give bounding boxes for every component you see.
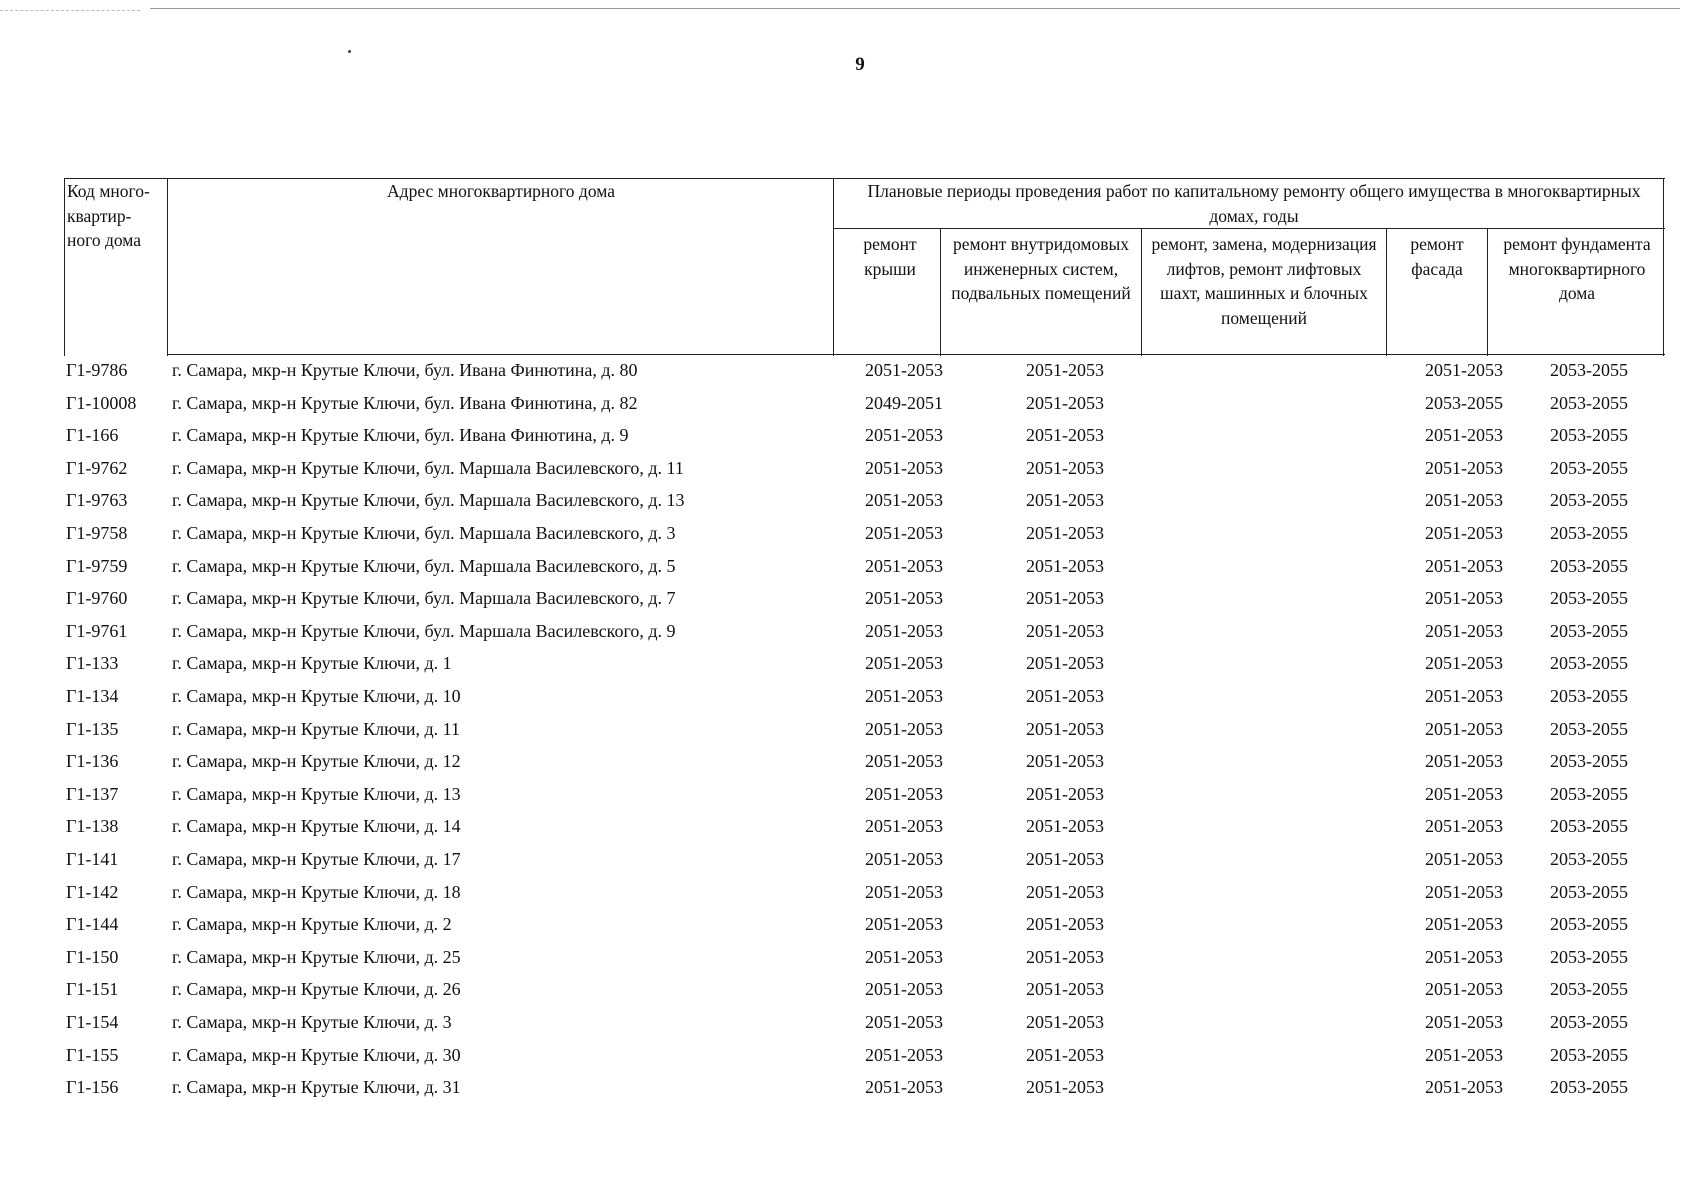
cell-foundation: 2053-2055 <box>1550 946 1628 967</box>
table-row <box>64 486 1665 518</box>
table-row <box>64 1008 1665 1040</box>
cell-address: г. Самара, мкр-н Крутые Ключи, д. 3 <box>172 1012 452 1032</box>
cell-code: Г1-144 <box>66 914 119 935</box>
header-vline <box>1487 228 1488 356</box>
cell-facade: 2051-2053 <box>1425 360 1503 380</box>
table-row <box>64 845 1665 877</box>
scan-edge-line <box>150 8 1680 9</box>
cell-code: Г1-155 <box>66 1044 119 1065</box>
header-vline <box>1141 228 1142 356</box>
cell-address: г. Самара, мкр-н Крутые Ключи, д. 17 <box>172 849 461 869</box>
cell-address: г. Самара, мкр-н Крутые Ключи, бул. Маршала Василевского, д. 7 <box>172 588 676 609</box>
cell-code: Г1-10008 <box>66 392 137 413</box>
cell-code: Г1-151 <box>66 979 119 1000</box>
table-row <box>64 649 1665 681</box>
cell-roof: 2051-2053 <box>865 1012 943 1032</box>
cell-address: г. Самара, мкр-н Крутые Ключи, бул. Ивана Финютина, д. 82 <box>172 392 638 413</box>
cell-address: г. Самара, мкр-н Крутые Ключи, д. 18 <box>172 881 461 902</box>
scan-speck <box>348 50 351 53</box>
cell-code: Г1-9786 <box>66 360 128 380</box>
cell-facade: 2051-2053 <box>1425 490 1503 511</box>
table-row <box>64 454 1665 486</box>
cell-foundation: 2053-2055 <box>1550 849 1628 869</box>
cell-code: Г1-138 <box>66 816 119 837</box>
cell-foundation: 2053-2055 <box>1550 686 1628 706</box>
cell-facade: 2053-2055 <box>1425 392 1503 413</box>
cell-engineering: 2051-2053 <box>1026 914 1104 935</box>
cell-address: г. Самара, мкр-н Крутые Ключи, бул. Ивана Финютина, д. 80 <box>172 360 638 380</box>
cell-roof: 2051-2053 <box>865 653 943 674</box>
cell-foundation: 2053-2055 <box>1550 914 1628 935</box>
cell-facade: 2051-2053 <box>1425 686 1503 706</box>
table-row <box>64 975 1665 1007</box>
cell-facade: 2051-2053 <box>1425 523 1503 543</box>
cell-roof: 2051-2053 <box>865 718 943 739</box>
cell-facade: 2051-2053 <box>1425 979 1503 1000</box>
header-foundation: ремонт фундамента многоквартирного дома <box>1503 234 1651 303</box>
cell-facade: 2051-2053 <box>1425 881 1503 902</box>
cell-code: Г1-9762 <box>66 457 128 478</box>
cell-engineering: 2051-2053 <box>1026 783 1104 804</box>
cell-roof: 2051-2053 <box>865 979 943 1000</box>
cell-code: Г1-9760 <box>66 588 128 609</box>
cell-engineering: 2051-2053 <box>1026 653 1104 674</box>
cell-foundation: 2053-2055 <box>1550 881 1628 902</box>
cell-foundation: 2053-2055 <box>1550 457 1628 478</box>
cell-address: г. Самара, мкр-н Крутые Ключи, д. 25 <box>172 946 461 967</box>
cell-roof: 2051-2053 <box>865 457 943 478</box>
header-lifts: ремонт, замена, модернизация лифтов, ремонт лифтовых шахт, машинных и блочных помещений <box>1151 234 1377 328</box>
cell-foundation: 2053-2055 <box>1550 1012 1628 1032</box>
cell-engineering: 2051-2053 <box>1026 1012 1104 1032</box>
cell-engineering: 2051-2053 <box>1026 425 1104 446</box>
cell-address: г. Самара, мкр-н Крутые Ключи, бул. Ивана Финютина, д. 9 <box>172 425 629 446</box>
cell-code: Г1-134 <box>66 686 119 706</box>
cell-engineering: 2051-2053 <box>1026 490 1104 511</box>
page-number: 9 <box>855 54 865 75</box>
cell-roof: 2051-2053 <box>865 849 943 869</box>
cell-facade: 2051-2053 <box>1425 588 1503 609</box>
cell-facade: 2051-2053 <box>1425 816 1503 837</box>
header-bottom-border <box>167 354 1665 355</box>
cell-engineering: 2051-2053 <box>1026 1077 1104 1098</box>
cell-engineering: 2051-2053 <box>1026 946 1104 967</box>
cell-roof: 2051-2053 <box>865 881 943 902</box>
cell-facade: 2051-2053 <box>1425 653 1503 674</box>
cell-code: Г1-136 <box>66 751 119 772</box>
cell-address: г. Самара, мкр-н Крутые Ключи, д. 26 <box>172 979 461 1000</box>
cell-facade: 2051-2053 <box>1425 946 1503 967</box>
header-address: Адрес многоквартирного дома <box>387 181 615 201</box>
cell-foundation: 2053-2055 <box>1550 979 1628 1000</box>
cell-address: г. Самара, мкр-н Крутые Ключи, д. 13 <box>172 783 461 804</box>
cell-foundation: 2053-2055 <box>1550 360 1628 380</box>
cell-address: г. Самара, мкр-н Крутые Ключи, бул. Маршала Василевского, д. 13 <box>172 490 685 511</box>
header-engineering: ремонт внутридомовых инженерных систем, подвальных помещений <box>951 234 1131 303</box>
cell-roof: 2051-2053 <box>865 1077 943 1098</box>
cell-roof: 2051-2053 <box>865 523 943 543</box>
cell-engineering: 2051-2053 <box>1026 1044 1104 1065</box>
cell-code: Г1-141 <box>66 849 119 869</box>
cell-address: г. Самара, мкр-н Крутые Ключи, бул. Маршала Василевского, д. 5 <box>172 555 676 576</box>
cell-foundation: 2053-2055 <box>1550 588 1628 609</box>
cell-code: Г1-142 <box>66 881 119 902</box>
header-vline <box>833 178 834 356</box>
table-row <box>64 421 1665 453</box>
cell-address: г. Самара, мкр-н Крутые Ключи, д. 1 <box>172 653 452 674</box>
cell-code: Г1-9758 <box>66 523 128 543</box>
cell-facade: 2051-2053 <box>1425 718 1503 739</box>
table-row <box>64 584 1665 616</box>
cell-foundation: 2053-2055 <box>1550 751 1628 772</box>
cell-facade: 2051-2053 <box>1425 1044 1503 1065</box>
cell-code: Г1-135 <box>66 718 119 739</box>
table-row <box>64 1041 1665 1073</box>
table-row <box>64 519 1665 551</box>
cell-roof: 2051-2053 <box>865 946 943 967</box>
cell-facade: 2051-2053 <box>1425 751 1503 772</box>
cell-engineering: 2051-2053 <box>1026 751 1104 772</box>
header-roof: ремонт крыши <box>863 234 917 279</box>
cell-roof: 2051-2053 <box>865 588 943 609</box>
cell-roof: 2051-2053 <box>865 490 943 511</box>
header-mid-border <box>833 228 1665 229</box>
cell-code: Г1-133 <box>66 653 119 674</box>
cell-code: Г1-137 <box>66 783 119 804</box>
cell-engineering: 2051-2053 <box>1026 620 1104 641</box>
cell-address: г. Самара, мкр-н Крутые Ключи, д. 11 <box>172 718 460 739</box>
table-row <box>64 910 1665 942</box>
table-row <box>64 878 1665 910</box>
cell-address: г. Самара, мкр-н Крутые Ключи, д. 14 <box>172 816 461 837</box>
cell-address: г. Самара, мкр-н Крутые Ключи, д. 31 <box>172 1077 461 1098</box>
cell-address: г. Самара, мкр-н Крутые Ключи, д. 10 <box>172 686 461 706</box>
cell-foundation: 2053-2055 <box>1550 653 1628 674</box>
cell-facade: 2051-2053 <box>1425 783 1503 804</box>
cell-facade: 2051-2053 <box>1425 849 1503 869</box>
cell-foundation: 2053-2055 <box>1550 392 1628 413</box>
cell-address: г. Самара, мкр-н Крутые Ключи, бул. Маршала Василевского, д. 3 <box>172 523 676 543</box>
cell-foundation: 2053-2055 <box>1550 523 1628 543</box>
table-row <box>64 356 1665 388</box>
cell-code: Г1-9759 <box>66 555 128 576</box>
cell-foundation: 2053-2055 <box>1550 490 1628 511</box>
table-row <box>64 943 1665 975</box>
cell-engineering: 2051-2053 <box>1026 588 1104 609</box>
cell-roof: 2051-2053 <box>865 816 943 837</box>
cell-code: Г1-150 <box>66 946 119 967</box>
table-row <box>64 747 1665 779</box>
cell-code: Г1-9761 <box>66 620 128 641</box>
cell-facade: 2051-2053 <box>1425 620 1503 641</box>
cell-facade: 2051-2053 <box>1425 1077 1503 1098</box>
cell-roof: 2049-2051 <box>865 392 943 413</box>
header-vline <box>940 228 941 356</box>
header-vline <box>1386 228 1387 356</box>
cell-code: Г1-166 <box>66 425 119 446</box>
cell-facade: 2051-2053 <box>1425 425 1503 446</box>
cell-roof: 2051-2053 <box>865 360 943 380</box>
header-code: Код много-квартир-ного дома <box>67 181 150 250</box>
table-row <box>64 682 1665 714</box>
cell-facade: 2051-2053 <box>1425 555 1503 576</box>
cell-roof: 2051-2053 <box>865 620 943 641</box>
header-facade: ремонт фасада <box>1410 234 1464 279</box>
cell-engineering: 2051-2053 <box>1026 686 1104 706</box>
cell-roof: 2051-2053 <box>865 686 943 706</box>
cell-address: г. Самара, мкр-н Крутые Ключи, д. 2 <box>172 914 452 935</box>
cell-roof: 2051-2053 <box>865 555 943 576</box>
cell-foundation: 2053-2055 <box>1550 816 1628 837</box>
cell-roof: 2051-2053 <box>865 783 943 804</box>
table-row <box>64 552 1665 584</box>
cell-engineering: 2051-2053 <box>1026 457 1104 478</box>
cell-engineering: 2051-2053 <box>1026 392 1104 413</box>
cell-foundation: 2053-2055 <box>1550 620 1628 641</box>
header-vline <box>167 178 168 356</box>
cell-roof: 2051-2053 <box>865 751 943 772</box>
cell-roof: 2051-2053 <box>865 425 943 446</box>
table-row <box>64 780 1665 812</box>
table-header <box>64 178 1665 356</box>
cell-engineering: 2051-2053 <box>1026 816 1104 837</box>
cell-engineering: 2051-2053 <box>1026 718 1104 739</box>
header-vline <box>64 178 65 356</box>
cell-code: Г1-156 <box>66 1077 119 1098</box>
cell-facade: 2051-2053 <box>1425 1012 1503 1032</box>
cell-engineering: 2051-2053 <box>1026 979 1104 1000</box>
cell-foundation: 2053-2055 <box>1550 783 1628 804</box>
cell-address: г. Самара, мкр-н Крутые Ключи, д. 12 <box>172 751 461 772</box>
cell-engineering: 2051-2053 <box>1026 881 1104 902</box>
cell-foundation: 2053-2055 <box>1550 718 1628 739</box>
cell-foundation: 2053-2055 <box>1550 555 1628 576</box>
cell-engineering: 2051-2053 <box>1026 523 1104 543</box>
cell-address: г. Самара, мкр-н Крутые Ключи, бул. Маршала Василевского, д. 9 <box>172 620 676 641</box>
cell-foundation: 2053-2055 <box>1550 1077 1628 1098</box>
cell-roof: 2051-2053 <box>865 1044 943 1065</box>
header-periods: Плановые периоды проведения работ по капитальному ремонту общего имущества в многоквартирных домах, годы <box>867 181 1641 226</box>
cell-foundation: 2053-2055 <box>1550 425 1628 446</box>
cell-engineering: 2051-2053 <box>1026 849 1104 869</box>
table-row <box>64 389 1665 421</box>
scan-edge-dash <box>0 10 140 11</box>
cell-code: Г1-154 <box>66 1012 119 1032</box>
table-row <box>64 715 1665 747</box>
cell-foundation: 2053-2055 <box>1550 1044 1628 1065</box>
cell-facade: 2051-2053 <box>1425 457 1503 478</box>
table-row <box>64 617 1665 649</box>
cell-facade: 2051-2053 <box>1425 914 1503 935</box>
cell-engineering: 2051-2053 <box>1026 555 1104 576</box>
cell-address: г. Самара, мкр-н Крутые Ключи, д. 30 <box>172 1044 461 1065</box>
cell-code: Г1-9763 <box>66 490 128 511</box>
table-row <box>64 1073 1665 1105</box>
table-row <box>64 812 1665 844</box>
cell-engineering: 2051-2053 <box>1026 360 1104 380</box>
cell-roof: 2051-2053 <box>865 914 943 935</box>
cell-address: г. Самара, мкр-н Крутые Ключи, бул. Маршала Василевского, д. 11 <box>172 457 684 478</box>
